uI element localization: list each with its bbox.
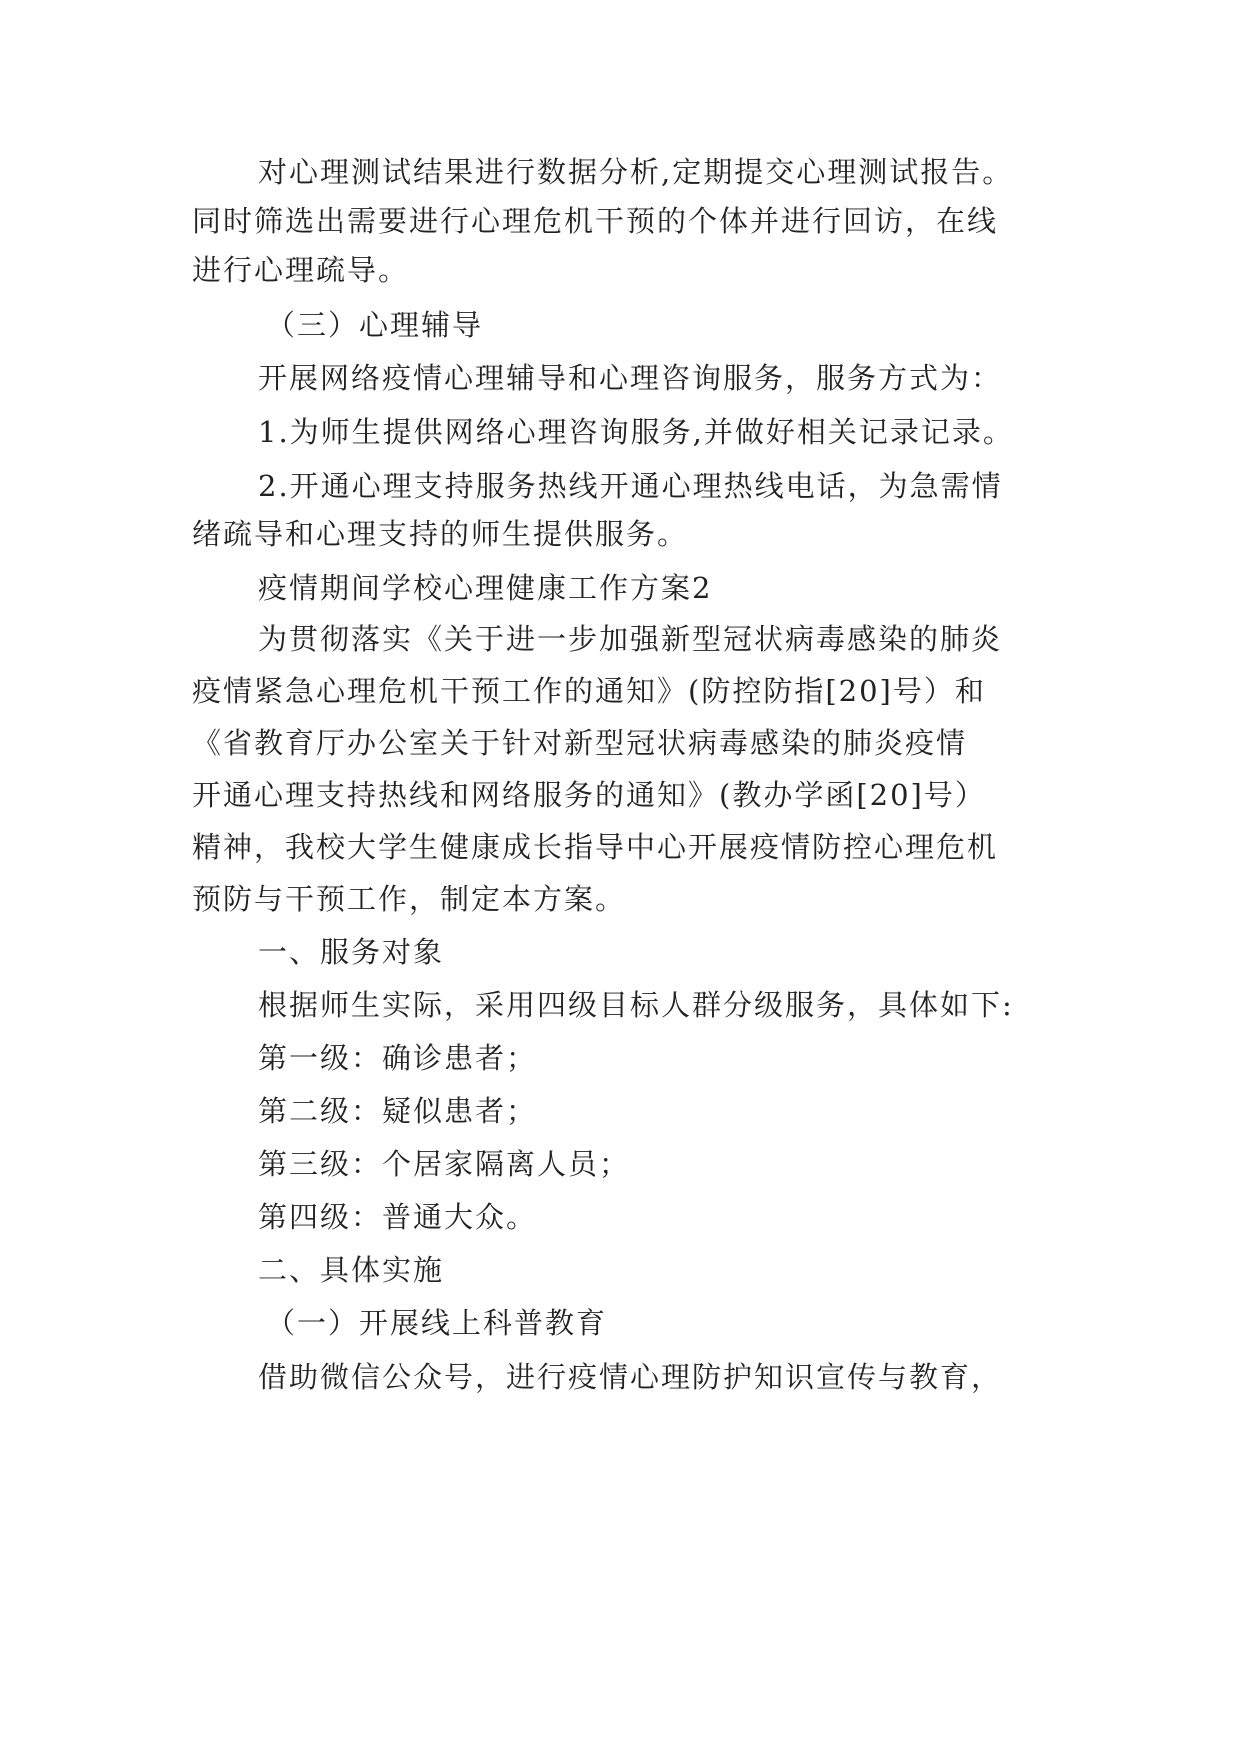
paragraph-line: 借助微信公众号，进行疫情心理防护知识宣传与教育， bbox=[258, 1360, 1003, 1394]
section-heading: （一）开展线上科普教育 bbox=[266, 1306, 608, 1340]
paragraph-line: 疫情紧急心理危机干预工作的通知》(防控防指[20]号）和 bbox=[192, 674, 986, 708]
paragraph-line: 同时筛选出需要进行心理危机干预的个体并进行回访，在线 bbox=[192, 204, 999, 238]
list-item: 2.开通心理支持服务热线开通心理热线电话，为急需情 bbox=[258, 469, 1003, 503]
list-item: 第一级：确诊患者； bbox=[258, 1041, 538, 1075]
document-title: 疫情期间学校心理健康工作方案2 bbox=[258, 571, 713, 605]
list-item: 第二级：疑似患者； bbox=[258, 1094, 538, 1128]
list-item: 1.为师生提供网络心理咨询服务,并做好相关记录记录。 bbox=[258, 415, 1014, 449]
section-heading: 一、服务对象 bbox=[258, 935, 445, 969]
paragraph-line: 预防与干预工作，制定本方案。 bbox=[192, 882, 627, 916]
section-heading: 二、具体实施 bbox=[258, 1253, 445, 1287]
list-item: 第四级：普通大众。 bbox=[258, 1200, 538, 1234]
paragraph-line: 绪疏导和心理支持的师生提供服务。 bbox=[192, 517, 689, 551]
paragraph-line: 精神，我校大学生健康成长指导中心开展疫情防控心理危机 bbox=[192, 830, 999, 864]
paragraph-line: 《省教育厅办公室关于针对新型冠状病毒感染的肺炎疫情 bbox=[192, 726, 968, 760]
list-item: 第三级：个居家隔离人员； bbox=[258, 1147, 631, 1181]
paragraph-line: 开通心理支持热线和网络服务的通知》(教办学函[20]号） bbox=[192, 778, 986, 812]
paragraph-line: 为贯彻落实《关于进一步加强新型冠状病毒感染的肺炎 bbox=[258, 622, 1003, 656]
paragraph-line: 根据师生实际，采用四级目标人群分级服务，具体如下: bbox=[258, 988, 1014, 1022]
paragraph-line: 对心理测试结果进行数据分析,定期提交心理测试报告。 bbox=[258, 155, 1014, 189]
paragraph-line: 开展网络疫情心理辅导和心理咨询服务，服务方式为： bbox=[258, 361, 1003, 395]
paragraph-line: 进行心理疏导。 bbox=[192, 253, 410, 287]
section-heading: （三）心理辅导 bbox=[266, 308, 484, 342]
